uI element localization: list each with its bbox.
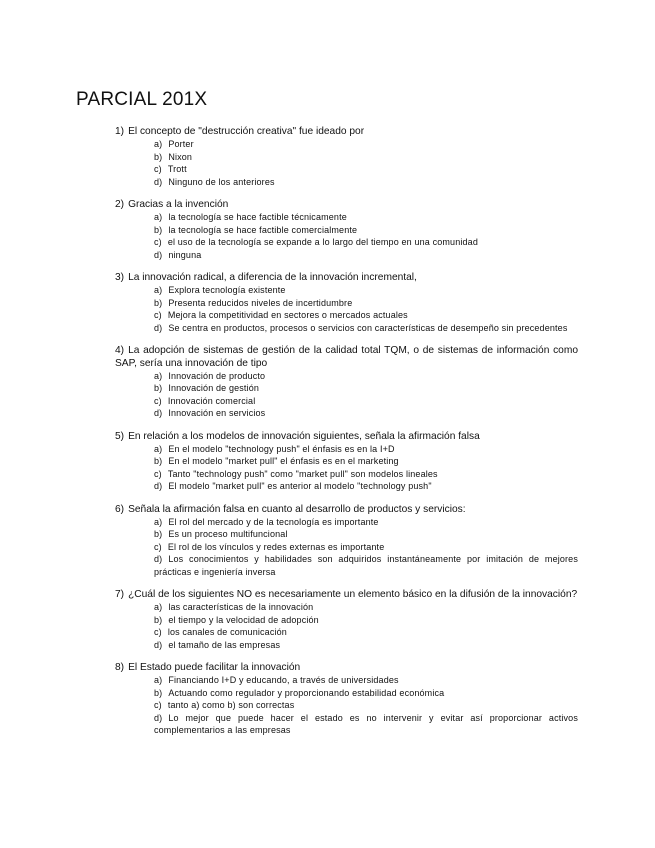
question-text: El concepto de "destrucción creativa" fue ideado por: [128, 126, 365, 137]
question-list: [115, 126, 578, 747]
option: [154, 528, 578, 540]
option-text: Innovación en servicios: [168, 408, 266, 419]
option: [154, 211, 578, 223]
option-letter: c): [154, 164, 162, 175]
option-text: Presenta reducidos niveles de incertidumbre: [168, 297, 353, 308]
option-letter: a): [154, 602, 163, 613]
option: [154, 407, 578, 419]
option-letter: b): [154, 224, 163, 235]
option-text: En el modelo "market pull" el énfasis es en el marketing: [168, 456, 399, 467]
option-letter: c): [154, 310, 162, 321]
option: [154, 639, 578, 651]
option-letter: a): [154, 370, 163, 381]
option-text: El rol de los vínculos y redes externas es importante: [167, 541, 385, 552]
option: [154, 553, 578, 578]
option-text: Mejora la competitividad en sectores o mercados actuales: [167, 310, 408, 321]
option: [154, 614, 578, 626]
option-text: Trott: [167, 164, 187, 175]
question-text: En relación a los modelos de innovación siguientes, señala la afirmación falsa: [128, 430, 480, 442]
option: [154, 236, 578, 248]
option-text: Se centra en productos, procesos o servicios con características de desempeño sin precedentes: [168, 322, 568, 333]
page-title: PARCIAL 201X: [76, 89, 208, 110]
option-list: [115, 370, 578, 420]
option: [154, 674, 578, 686]
question: [115, 126, 578, 188]
option-letter: a): [154, 139, 163, 150]
question: [115, 504, 578, 578]
option-letter: b): [154, 456, 163, 467]
option-letter: a): [154, 675, 163, 686]
question-text: La innovación radical, a diferencia de la innovación incremental,: [128, 272, 417, 284]
option-text: el uso de la tecnología se expande a lo largo del tiempo en una comunidad: [167, 237, 478, 248]
option-letter: b): [154, 687, 163, 698]
option-text: Innovación de gestión: [168, 383, 260, 394]
option: [154, 176, 578, 188]
question-text: El Estado puede facilitar la innovación: [128, 662, 301, 674]
question: [115, 199, 578, 261]
option-text: Financiando I+D y educando, a través de universidades: [168, 675, 399, 686]
option-letter: d): [154, 554, 163, 565]
option-text: Innovación comercial: [167, 395, 256, 406]
option-text: Lo mejor que puede hacer el estado es no intervenir y evitar así proporcionar activos complementarios a las empresas: [154, 712, 578, 736]
option-letter: d): [154, 176, 163, 187]
option: [154, 480, 578, 492]
option: [154, 443, 578, 455]
option: [154, 138, 578, 150]
option-text: ninguna: [168, 249, 202, 260]
question: [115, 431, 578, 493]
option: [154, 382, 578, 394]
option: [154, 163, 578, 175]
question: [115, 272, 578, 334]
option: [154, 468, 578, 480]
question-stem: [115, 272, 578, 284]
option-letter: c): [154, 395, 162, 406]
option-letter: d): [154, 712, 163, 723]
option-text: Los conocimientos y habilidades son adquiridos instantáneamente por imitación de mejores prácticas e ingeniería inversa: [154, 554, 578, 577]
option-text: Actuando como regulador y proporcionando estabilidad económica: [168, 687, 445, 698]
option: [154, 284, 578, 296]
option-letter: a): [154, 212, 163, 223]
option: [154, 224, 578, 236]
option-text: Explora tecnología existente: [168, 285, 286, 296]
question-text: Gracias a la invención: [128, 199, 229, 211]
option-text: los canales de comunicación: [167, 627, 287, 638]
question-stem: [115, 126, 578, 138]
option: [154, 309, 578, 321]
option-letter: c): [154, 468, 162, 479]
question-number: 3): [115, 272, 125, 284]
question-stem: [115, 431, 578, 443]
option: [154, 455, 578, 467]
question-number: 2): [115, 199, 125, 211]
option-text: el tiempo y la velocidad de adopción: [168, 614, 319, 625]
option-letter: b): [154, 297, 163, 308]
option-text: Ninguno de los anteriores: [168, 176, 275, 187]
option: [154, 151, 578, 163]
question-text: La adopción de sistemas de gestión de la calidad total TQM, o de sistemas de información como SAP, sería una innovación de tipo: [115, 345, 578, 369]
question-number: 4): [115, 345, 125, 357]
option-list: [115, 443, 578, 493]
option-list: [115, 138, 578, 188]
option: [154, 249, 578, 261]
option-text: las características de la innovación: [168, 602, 314, 613]
option-text: El rol del mercado y de la tecnología es importante: [168, 516, 379, 527]
option: [154, 370, 578, 382]
option-text: El modelo "market pull" es anterior al modelo "technology push": [168, 481, 432, 492]
option-text: Innovación de producto: [168, 370, 266, 381]
option-text: el tamaño de las empresas: [168, 639, 281, 650]
option-text: la tecnología se hace factible comercialmente: [168, 224, 358, 235]
question-text: Señala la afirmación falsa en cuanto al desarrollo de productos y servicios:: [128, 503, 466, 515]
question-number: 8): [115, 662, 125, 674]
question-stem: [115, 589, 578, 601]
option-letter: a): [154, 443, 163, 454]
option-letter: b): [154, 529, 163, 540]
option-text: Tanto "technology push" como "market pull" son modelos lineales: [167, 468, 438, 479]
option: [154, 626, 578, 638]
option-letter: c): [154, 541, 162, 552]
question-stem: [115, 199, 578, 211]
question: [115, 345, 578, 419]
option-letter: b): [154, 614, 163, 625]
option-letter: c): [154, 700, 162, 711]
option-letter: d): [154, 639, 163, 650]
question-number: 1): [115, 126, 125, 137]
option-list: [115, 284, 578, 334]
option: [154, 297, 578, 309]
option-text: Nixon: [168, 151, 193, 162]
question-stem: [115, 504, 578, 516]
question-text: ¿Cuál de los siguientes NO es necesariamente un elemento básico en la difusión de la innovación?: [128, 589, 578, 600]
option-letter: d): [154, 408, 163, 419]
option-text: tanto a) como b) son correctas: [167, 700, 295, 711]
option-letter: d): [154, 481, 163, 492]
option-list: [115, 211, 578, 261]
question-stem: [115, 345, 578, 370]
option-text: En el modelo "technology push" el énfasis es en la I+D: [168, 443, 395, 454]
question-number: 7): [115, 589, 125, 600]
option: [154, 712, 578, 737]
option-list: [115, 516, 578, 578]
option-letter: b): [154, 151, 163, 162]
option: [154, 601, 578, 613]
option-letter: a): [154, 285, 163, 296]
option-letter: c): [154, 627, 162, 638]
option: [154, 395, 578, 407]
option-list: [115, 674, 578, 736]
question: [115, 662, 578, 736]
option: [154, 322, 578, 334]
option-list: [115, 601, 578, 651]
option: [154, 687, 578, 699]
option-letter: d): [154, 249, 163, 260]
option: [154, 516, 578, 528]
question-stem: [115, 662, 578, 674]
option: [154, 541, 578, 553]
question-number: 6): [115, 503, 125, 515]
option-letter: a): [154, 516, 163, 527]
option-letter: c): [154, 237, 162, 248]
option-text: Porter: [168, 139, 194, 150]
option-letter: b): [154, 383, 163, 394]
question-number: 5): [115, 430, 125, 442]
option-text: la tecnología se hace factible técnicamente: [168, 212, 347, 223]
question: [115, 589, 578, 651]
option-text: Es un proceso multifuncional: [168, 529, 288, 540]
option: [154, 699, 578, 711]
option-letter: d): [154, 322, 163, 333]
